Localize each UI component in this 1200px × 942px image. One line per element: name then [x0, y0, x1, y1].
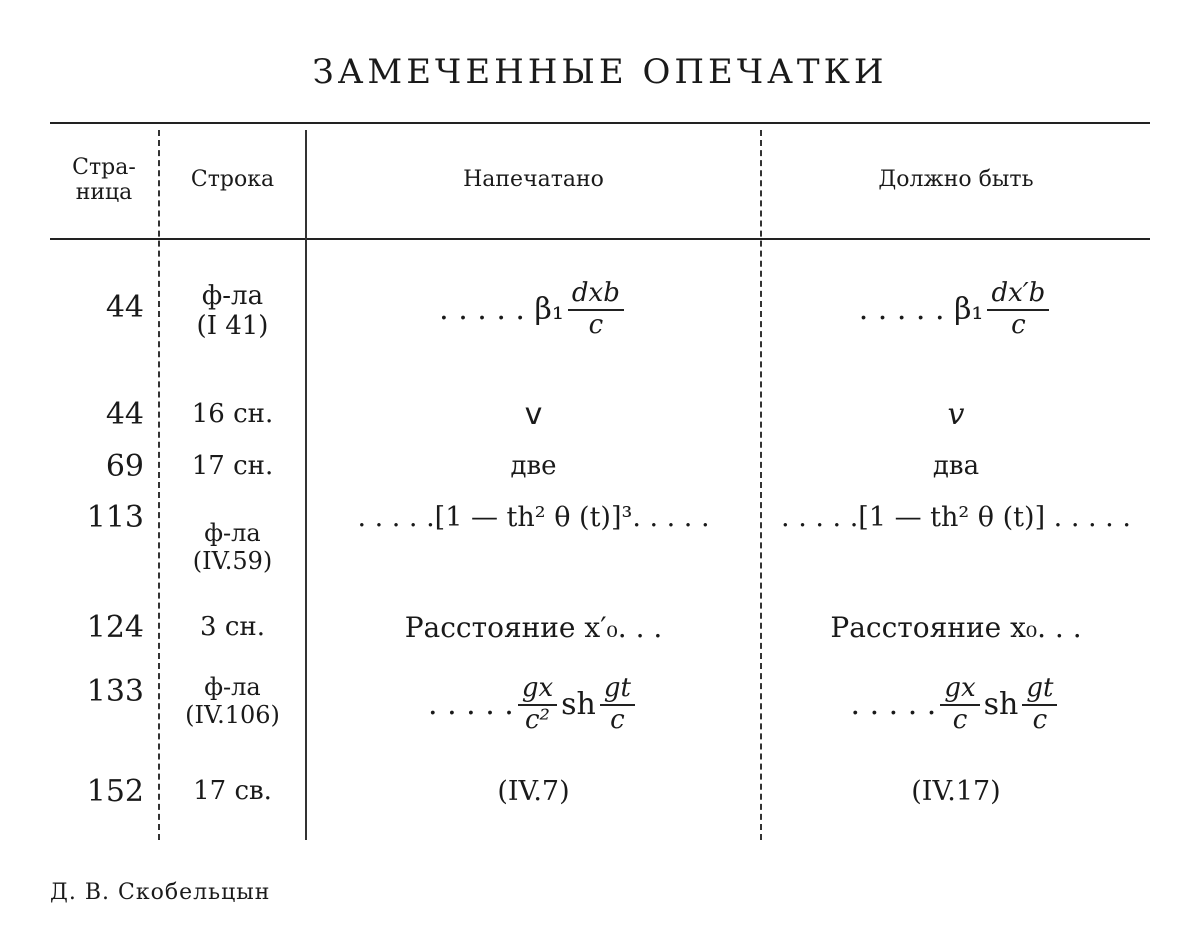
- page-title: ЗАМЕЧЕННЫЕ ОПЕЧАТКИ: [312, 52, 888, 92]
- row-page: 133: [86, 673, 144, 709]
- fraction: $\frac{gx}{c}$: [940, 674, 979, 736]
- row-line: ф-ла (IV.59): [192, 519, 273, 575]
- table-top-rule: [50, 122, 1150, 124]
- row-line: 17 сн.: [191, 451, 274, 482]
- fraction: $\frac{gx}{\text{c²}}$: [518, 674, 557, 736]
- row-printed: . . . . .[1 — th² θ (t)]³. . . . .: [357, 502, 710, 534]
- fraction: $\frac{gt}{c}$: [600, 674, 635, 736]
- row-page: 124: [86, 609, 144, 645]
- header-correct: Должно быть: [878, 167, 1034, 193]
- row-correct: Расстояние x₀. . .: [830, 610, 1082, 644]
- row-printed: . . . . . $\frac{gx}{\text{c²}}$ sh $\frac{gt}{c}$: [307, 660, 760, 750]
- row-line: 17 св.: [193, 776, 272, 807]
- header-printed: Напечатано: [463, 167, 604, 193]
- row-correct: . . . . .[1 — th² θ (t)] . . . . .: [781, 502, 1131, 534]
- header-bottom-rule: [50, 238, 1150, 240]
- row-printed: (IV.7): [497, 776, 570, 808]
- fraction: $\frac{dx'b}{c}$: [987, 279, 1049, 341]
- row-printed: Расстояние x′₀. . .: [404, 610, 663, 644]
- row-printed: v: [524, 396, 543, 432]
- row-correct: (IV.17): [911, 776, 1001, 808]
- row-page: 69: [105, 448, 144, 484]
- row-correct: v: [947, 396, 965, 432]
- row-line: 16 сн.: [191, 399, 274, 430]
- row-page: 152: [86, 773, 144, 809]
- row-line: 3 сн.: [200, 612, 265, 643]
- header-page: Стра- ница: [72, 154, 136, 205]
- row-page: 44: [105, 289, 144, 325]
- row-line: ф-ла (IV.106): [185, 673, 280, 729]
- row-correct: два: [932, 451, 980, 482]
- row-printed: . . . . . β₁ $\frac{\text{dxb}}{c}$: [307, 265, 760, 355]
- row-page: 113: [86, 499, 144, 535]
- header-line: Строка: [190, 167, 275, 193]
- row-correct: . . . . . $\frac{gx}{c}$ sh $\frac{gt}{c}$: [762, 660, 1150, 750]
- fraction: $\frac{gt}{c}$: [1022, 674, 1057, 736]
- row-printed: две: [510, 451, 557, 482]
- row-page: 44: [105, 396, 144, 432]
- row-line: ф-ла (I 41): [196, 281, 269, 341]
- fraction: $\frac{\text{dxb}}{c}$: [568, 279, 624, 341]
- row-correct: . . . . . β₁ $\frac{dx'b}{c}$: [762, 265, 1150, 355]
- signature: Д. В. Скобельцын: [50, 880, 271, 905]
